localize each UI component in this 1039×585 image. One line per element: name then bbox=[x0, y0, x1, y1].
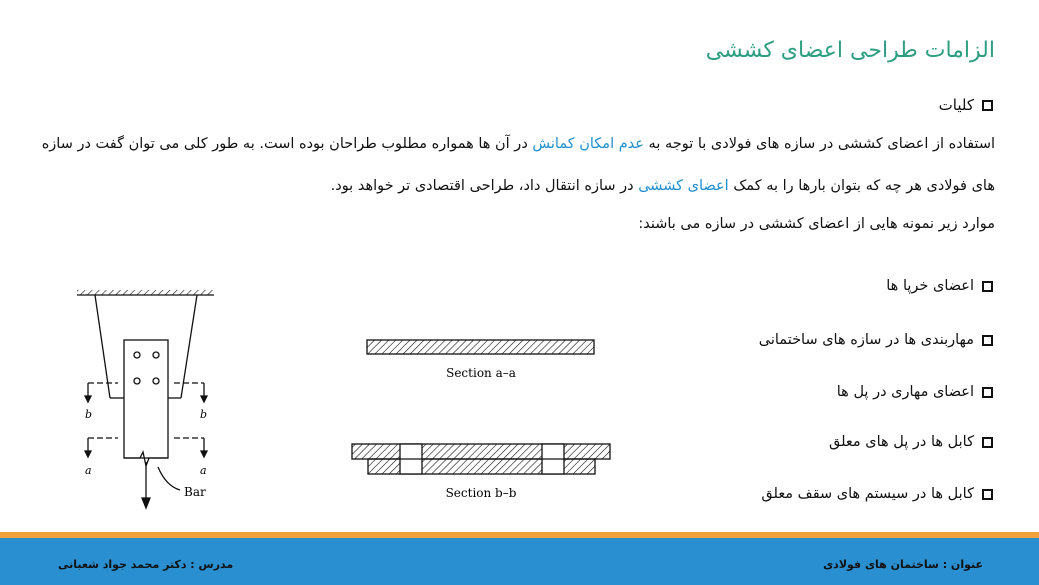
label-a-right: a bbox=[200, 464, 207, 477]
section-bb-assembly bbox=[352, 444, 610, 474]
bullet-label: اعضای خرپا ها bbox=[886, 278, 974, 294]
cut-arrowhead bbox=[201, 396, 207, 402]
cut-arrowhead bbox=[85, 451, 91, 457]
bullet-label: کابل ها در پل های معلق bbox=[829, 434, 974, 450]
cut-arrowhead bbox=[201, 451, 207, 457]
paragraph-text: استفاده از اعضای کششی در سازه های فولادی با توجه به bbox=[643, 136, 995, 152]
examples-intro: موارد زیر نمونه هایی از اعضای کششی در سازه می باشند: bbox=[638, 216, 995, 232]
highlight-tension-members: اعضای کششی bbox=[638, 178, 729, 194]
label-bar: Bar bbox=[184, 485, 206, 499]
label-b-right: b bbox=[200, 408, 208, 421]
bar-leader-line bbox=[158, 467, 180, 490]
paragraph-text: در آن ها همواره مطلوب طراحان بوده است. به طور کلی می توان گفت در سازه bbox=[41, 136, 533, 152]
section-heading-label: کلیات bbox=[938, 96, 974, 114]
support-hatch bbox=[77, 290, 214, 295]
section-aa-plate bbox=[367, 340, 594, 354]
label-a-left: a bbox=[85, 464, 92, 477]
paragraph-text: در سازه انتقال داد، طراحی اقتصادی تر خواهد بود. bbox=[330, 178, 639, 194]
section-bb-label: Section b–b bbox=[445, 486, 517, 500]
footer-course-title: عنوان : ساختمان های فولادی bbox=[823, 558, 983, 571]
bullet-label: اعضای مهاری در پل ها bbox=[836, 384, 974, 400]
section-bb-gusset bbox=[352, 444, 610, 459]
label-b-left: b bbox=[85, 408, 93, 421]
bar-plate bbox=[124, 340, 168, 458]
cut-arrowhead bbox=[85, 396, 91, 402]
footer-bar bbox=[0, 538, 1039, 585]
bullet-label: کابل ها در سیستم های سقف معلق bbox=[761, 486, 974, 502]
load-arrow-head bbox=[142, 498, 150, 508]
highlight-no-buckling: عدم امکان کمانش bbox=[532, 136, 644, 152]
section-aa-label: Section a–a bbox=[446, 366, 516, 380]
paragraph-text: های فولادی هر چه که بتوان بارها را به کمک bbox=[728, 178, 995, 194]
hanger-diagram bbox=[77, 290, 214, 508]
footer-instructor: مدرس : دکتر محمد جواد شعبانی bbox=[58, 558, 234, 571]
bullet-label: مهاربندی ها در سازه های ساختمانی bbox=[758, 332, 974, 348]
page-title: الزامات طراحی اعضای کششی bbox=[705, 38, 995, 63]
